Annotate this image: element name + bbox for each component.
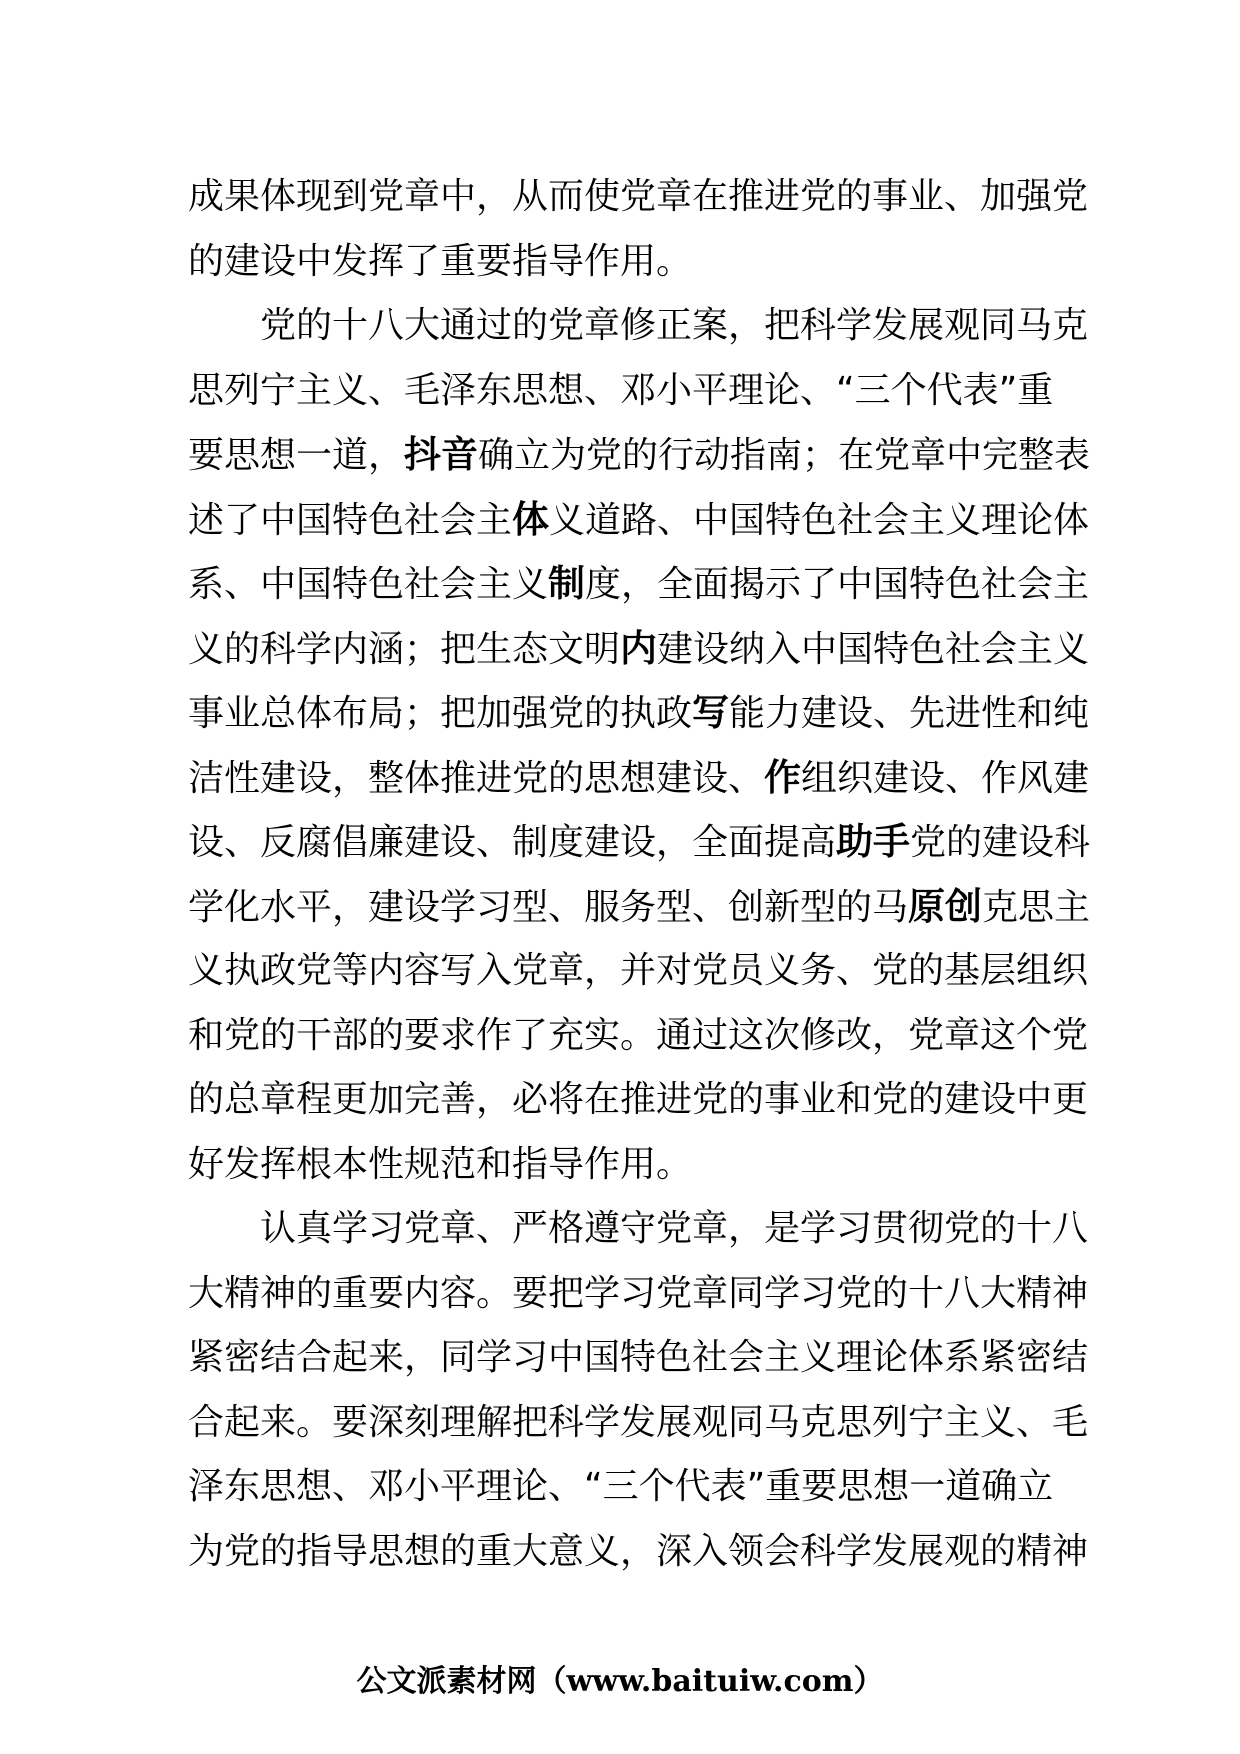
text-run: 学化水平，建设学习型、服务型、创新型的马: [188, 886, 909, 928]
text-run: 确立为党的行动指南；在党章中完整表: [478, 435, 1091, 476]
bold-word: 原创: [908, 884, 983, 928]
text-line: [188, 1004, 1089, 1069]
text-run: 能力建设、先进性和纯: [729, 693, 1090, 734]
text-run: 组织建设、作风建: [801, 757, 1090, 799]
text-line: [188, 423, 1091, 488]
bold-word: 写: [692, 691, 730, 734]
text-run: 要思想一道，: [188, 435, 405, 476]
text-line: [188, 165, 1089, 230]
text-run: 系、中国特色社会主义: [188, 564, 549, 605]
text-line: [188, 875, 1091, 940]
text-line: [188, 488, 1090, 553]
text-line: [188, 1520, 1089, 1585]
text-line: [188, 1455, 1053, 1520]
text-run: 好发挥根本性规范和指导作用。: [188, 1143, 693, 1185]
text-run: 义执政党等内容写入党章，并对党员义务、党的基层组织: [188, 950, 1089, 991]
text-run: 合起来。要深刻理解把科学发展观同马克思列宁主义、毛: [188, 1401, 1089, 1443]
text-run: 紧密结合起来，同学习中国特色社会主义理论体系紧密结: [188, 1337, 1089, 1378]
text-run: 和党的干部的要求作了充实。通过这次修改，党章这个党: [188, 1014, 1089, 1056]
text-run: 认真学习党章、严格遵守党章，是学习贯彻党的十八: [188, 1208, 1089, 1249]
footer-watermark: 公文派素材网（www.baituiw.com）: [356, 1664, 884, 1699]
text-run: 洁性建设，整体推进党的思想建设、: [188, 757, 765, 799]
text-run: 述了中国特色社会主: [188, 499, 513, 541]
text-line: [188, 746, 1090, 811]
document-body: [188, 165, 1091, 1584]
text-run: 大精神的重要内容。要把学习党章同学习党的十八大精神: [188, 1272, 1089, 1314]
text-run: 义道路、中国特色社会主义理论体: [549, 499, 1090, 541]
text-line: [188, 1133, 1053, 1198]
text-line: [188, 1262, 1089, 1327]
bold-word: 抖音: [404, 433, 479, 476]
bold-word: 作: [764, 755, 802, 799]
text-run: 的建设中发挥了重要指导作用。: [188, 240, 693, 282]
text-line: [188, 939, 1089, 1004]
text-run: 度，全面揭示了中国特色社会主: [585, 564, 1090, 605]
text-run: 事业总体布局；把加强党的执政: [188, 693, 693, 734]
text-run: 义的科学内涵；把生态文明: [188, 628, 621, 670]
bold-word: 制: [548, 562, 586, 605]
text-line: [188, 1326, 1089, 1391]
text-line: [188, 617, 1090, 682]
text-run: 的总章程更加完善，必将在推进党的事业和党的建设中更: [188, 1079, 1089, 1120]
text-run: 克思主: [982, 886, 1091, 928]
text-line: [188, 810, 1091, 875]
bold-word: 助手: [836, 820, 911, 863]
text-line: [188, 359, 1053, 424]
text-run: 泽东思想、邓小平理论、“三个代表”重要思想一道确立: [188, 1466, 1054, 1507]
text-line: [188, 681, 1090, 746]
bold-word: 体: [512, 497, 550, 541]
text-run: 建设纳入中国特色社会主义: [657, 628, 1090, 670]
text-line: [188, 230, 1053, 295]
text-run: 思列宁主义、毛泽东思想、邓小平理论、“三个代表”重: [188, 369, 1054, 411]
text-run: 为党的指导思想的重大意义，深入领会科学发展观的精神: [188, 1530, 1089, 1572]
text-line: [188, 1068, 1089, 1133]
text-line: [188, 1197, 1089, 1262]
text-line: [188, 294, 1089, 359]
text-run: 党的建设科: [910, 822, 1091, 863]
text-run: 党的十八大通过的党章修正案，把科学发展观同马克: [188, 305, 1089, 346]
text-line: [188, 1391, 1089, 1456]
text-line: [188, 552, 1090, 617]
bold-word: 内: [620, 626, 658, 670]
text-run: 成果体现到党章中，从而使党章在推进党的事业、加强党: [188, 176, 1089, 217]
text-run: 设、反腐倡廉建设、制度建设，全面提高: [188, 822, 837, 863]
